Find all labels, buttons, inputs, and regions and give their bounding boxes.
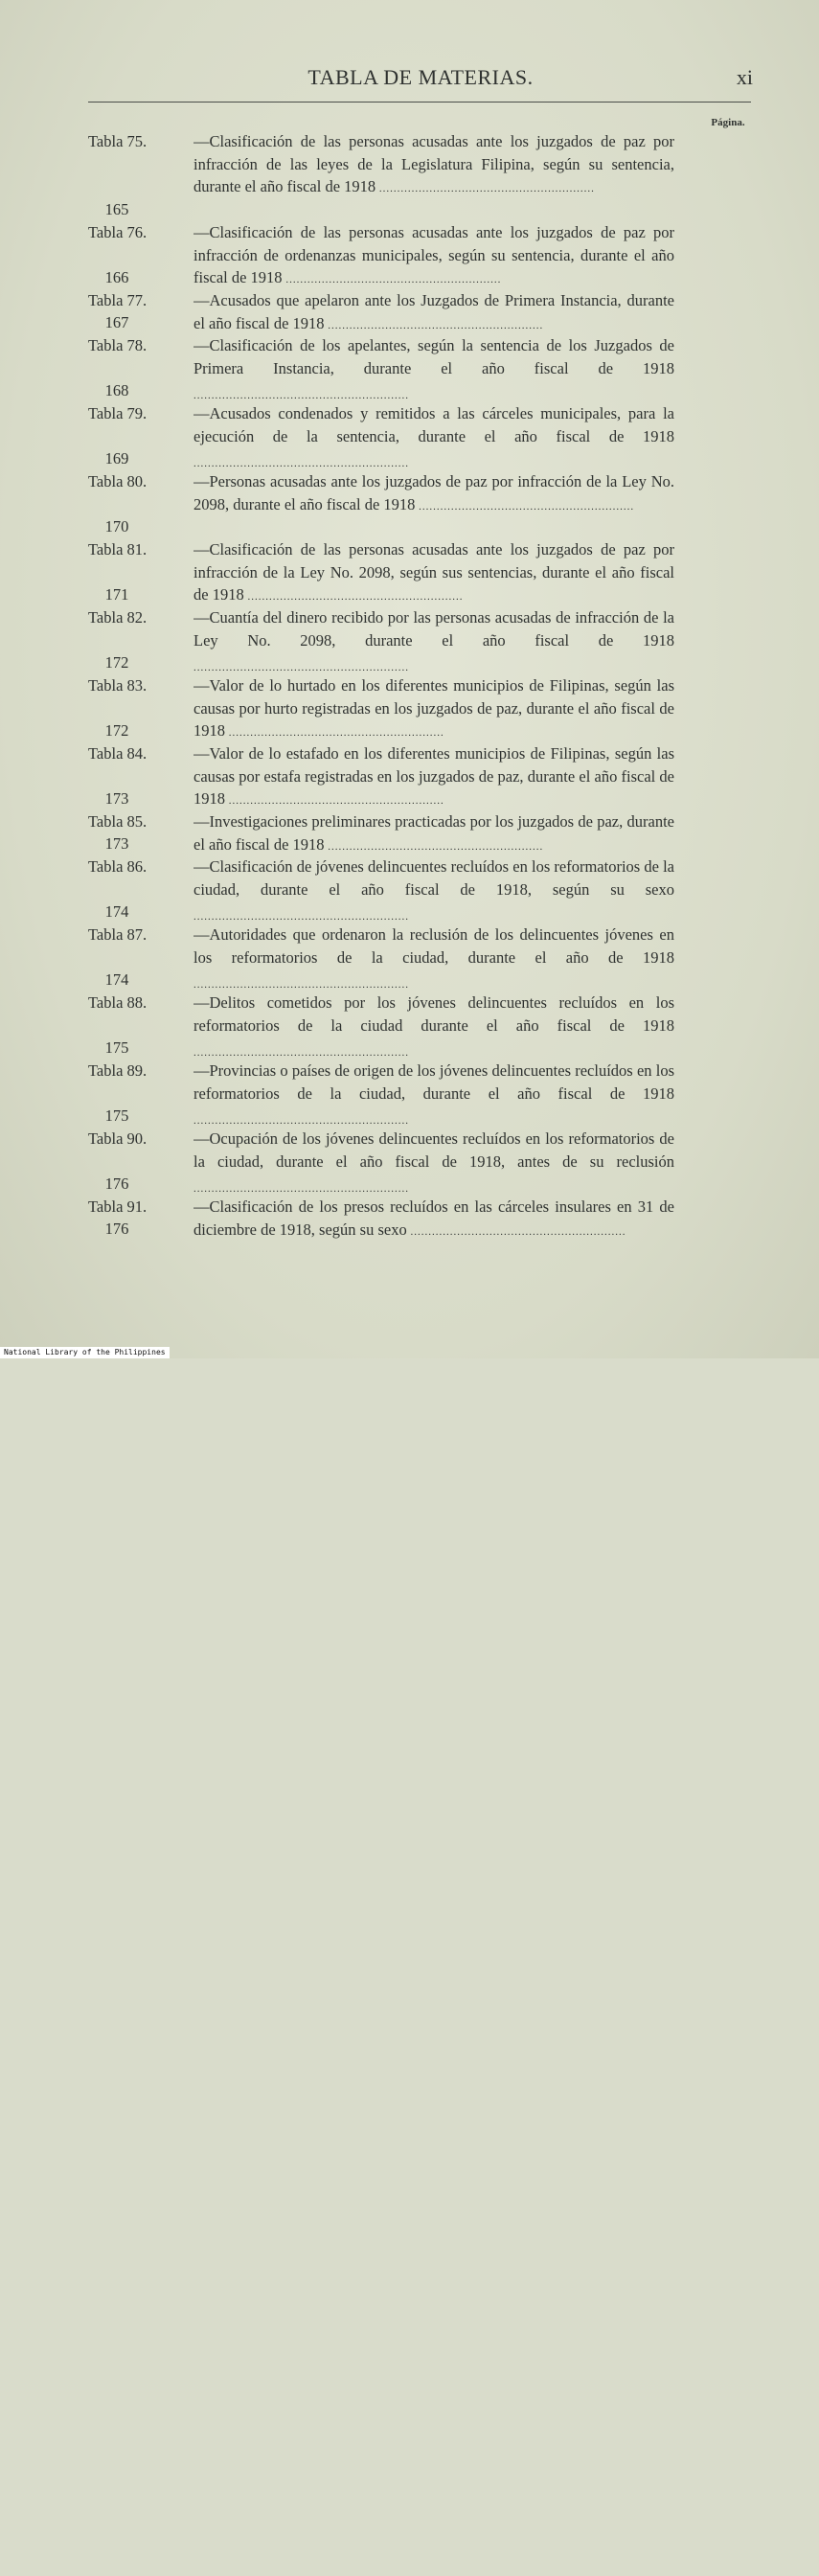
header-rule (88, 102, 751, 103)
toc-entry-page: 172 (104, 720, 129, 740)
dot-leader: ............................................................ (193, 979, 409, 991)
dot-leader: ............................................................ (282, 274, 502, 285)
dot-leader: ............................................................ (324, 319, 544, 331)
dot-leader: ............................................................ (406, 1225, 626, 1238)
toc-entry-page: 165 (104, 199, 129, 218)
library-credit: National Library of the Philippines (0, 1347, 170, 1358)
toc-entry-title: —Provincias o países de origen de los jóvenes delincuentes recluídos en los reformatorios de la ciudad, durante el año fiscal de 1918 ............................................................ (193, 1061, 674, 1127)
dot-leader: ............................................................ (415, 500, 635, 513)
dot-leader: ............................................................ (225, 727, 444, 739)
toc-entry-title: —Clasificación de las personas acusadas ante los juzgados de paz por infracción de la Ley No. 2098, según sus sentencias, durante el año fiscal de 1918 ............................................................ (193, 540, 674, 604)
toc-entry (88, 1196, 759, 1241)
toc-entry-label: Tabla 79. (88, 404, 148, 422)
toc-entry-label: Tabla 80. (88, 472, 148, 490)
toc-entry-page: 176 (104, 1174, 129, 1193)
table-of-contents (88, 130, 759, 1241)
toc-entry-label: Tabla 86. (88, 857, 148, 876)
toc-entry (88, 606, 759, 674)
toc-entry (88, 742, 759, 810)
page-column-label: Página. (711, 117, 745, 128)
dot-leader: ............................................................ (193, 390, 409, 401)
toc-entry-label: Tabla 88. (88, 993, 148, 1012)
toc-entry-title: —Clasificación de jóvenes delincuentes recluídos en los reformatorios de la ciudad, durante el año fiscal de 1918, según su sexo ............................................................ (193, 857, 674, 923)
toc-entry-label: Tabla 77. (88, 291, 148, 309)
toc-entry-page: 169 (104, 448, 129, 467)
toc-entry-title: —Clasificación de los apelantes, según la sentencia de los Juzgados de Primera Instancia, durante el año fiscal de 1918 ............................................................ (193, 336, 674, 401)
dot-leader: ............................................................ (375, 183, 595, 194)
toc-entry-title: —Delitos cometidos por los jóvenes delincuentes recluídos en los reformatorios de la ciudad durante el año fiscal de 1918 ............................................................ (193, 993, 674, 1059)
dot-leader: ............................................................ (324, 840, 544, 853)
dot-leader: ............................................................ (193, 1047, 409, 1059)
toc-entry-label: Tabla 89. (88, 1061, 148, 1080)
toc-entry-label: Tabla 78. (88, 336, 148, 354)
toc-entry-label: Tabla 75. (88, 132, 148, 150)
toc-entry-label: Tabla 85. (88, 812, 148, 831)
toc-entry (88, 402, 759, 470)
toc-entry (88, 1060, 759, 1128)
dot-leader: ............................................................ (243, 591, 464, 603)
toc-entry-page: 173 (104, 833, 129, 853)
toc-entry (88, 1128, 759, 1196)
dot-leader: ............................................................ (193, 1183, 409, 1195)
dot-leader: ............................................................ (193, 662, 409, 673)
toc-entry-title: —Clasificación de los presos recluídos en las cárceles insulares en 31 de diciembre de 1918, según su sexo ............................................................ (193, 1197, 674, 1239)
toc-entry (88, 221, 759, 289)
toc-entry (88, 810, 759, 855)
toc-entry-label: Tabla 90. (88, 1129, 148, 1148)
toc-entry (88, 334, 759, 402)
toc-entry-label: Tabla 76. (88, 223, 148, 241)
toc-entry-label: Tabla 84. (88, 744, 148, 763)
toc-entry-title: —Personas acusadas ante los juzgados de paz por infracción de la Ley No. 2098, durante el año fiscal de 1918 ............................................................ (193, 472, 674, 513)
toc-entry-label: Tabla 82. (88, 608, 148, 627)
toc-entry-title: —Acusados que apelaron ante los Juzgados de Primera Instancia, durante el año fiscal de 1918 ............................................................ (193, 291, 674, 332)
toc-entry (88, 470, 759, 538)
toc-entry-page: 175 (104, 1106, 129, 1125)
toc-entry-page: 176 (104, 1219, 129, 1238)
toc-entry-page: 172 (104, 652, 129, 672)
toc-entry-page: 171 (104, 584, 129, 604)
toc-entry (88, 538, 759, 606)
toc-entry-title: —Acusados condenados y remitidos a las cárceles municipales, para la ejecución de la sentencia, durante el año fiscal de 1918 ............................................................ (193, 404, 674, 469)
toc-entry-title: —Valor de lo hurtado en los diferentes municipios de Filipinas, según las causas por hurto registradas en los juzgados de paz, durante el año fiscal de 1918 ............................................................ (193, 676, 674, 740)
toc-entry (88, 289, 759, 334)
roman-page-number: xi (736, 65, 753, 89)
toc-entry-label: Tabla 87. (88, 925, 148, 944)
toc-entry-label: Tabla 83. (88, 676, 148, 695)
toc-entry-page: 173 (104, 788, 129, 808)
toc-entry-title: —Clasificación de las personas acusadas ante los juzgados de paz por infracción de ordenanzas municipales, según su sentencia, durante el año fiscal de 1918 ............................................................ (193, 223, 674, 286)
toc-entry-title: —Investigaciones preliminares practicadas por los juzgados de paz, durante el año fiscal de 1918 ............................................................ (193, 812, 674, 854)
dot-leader: ............................................................ (193, 911, 409, 923)
toc-entry-page: 167 (104, 312, 129, 331)
toc-entry (88, 923, 759, 992)
toc-entry-label: Tabla 81. (88, 540, 148, 559)
toc-entry-title: —Ocupación de los jóvenes delincuentes recluídos en los reformatorios de la ciudad, durante el año fiscal de 1918, antes de su reclusión ............................................................ (193, 1129, 674, 1195)
toc-entry-title: —Valor de lo estafado en los diferentes municipios de Filipinas, según las causas por estafa registradas en los juzgados de paz, durante el año fiscal de 1918 ............................................................ (193, 744, 674, 808)
toc-entry-page: 168 (104, 380, 129, 399)
toc-entry-title: —Clasificación de las personas acusadas ante los juzgados de paz por infracción de las leyes de la Legislatura Filipina, según su sentencia, durante el año fiscal de 1918 ............................................................ (193, 132, 674, 195)
toc-entry (88, 855, 759, 923)
dot-leader: ............................................................ (193, 1115, 409, 1127)
toc-entry-page: 170 (104, 516, 129, 536)
toc-entry-title: —Autoridades que ordenaron la reclusión de los delincuentes jóvenes en los reformatorios de la ciudad, durante el año de 1918 ............................................................ (193, 925, 674, 991)
toc-entry-page: 174 (104, 969, 129, 989)
dot-leader: ............................................................ (193, 458, 409, 469)
toc-entry (88, 674, 759, 742)
toc-entry-title: —Cuantía del dinero recibido por las personas acusadas de infracción de la Ley No. 2098, durante el año fiscal de 1918 ............................................................ (193, 608, 674, 673)
toc-entry-label: Tabla 91. (88, 1197, 148, 1216)
toc-entry-page: 174 (104, 901, 129, 921)
toc-entry (88, 992, 759, 1060)
toc-entry-page: 166 (104, 267, 129, 286)
page-title: TABLA DE MATERIAS. (307, 65, 534, 89)
toc-entry (88, 130, 759, 221)
page-header (88, 65, 753, 98)
toc-entry-page: 175 (104, 1037, 129, 1057)
dot-leader: ............................................................ (225, 795, 444, 807)
